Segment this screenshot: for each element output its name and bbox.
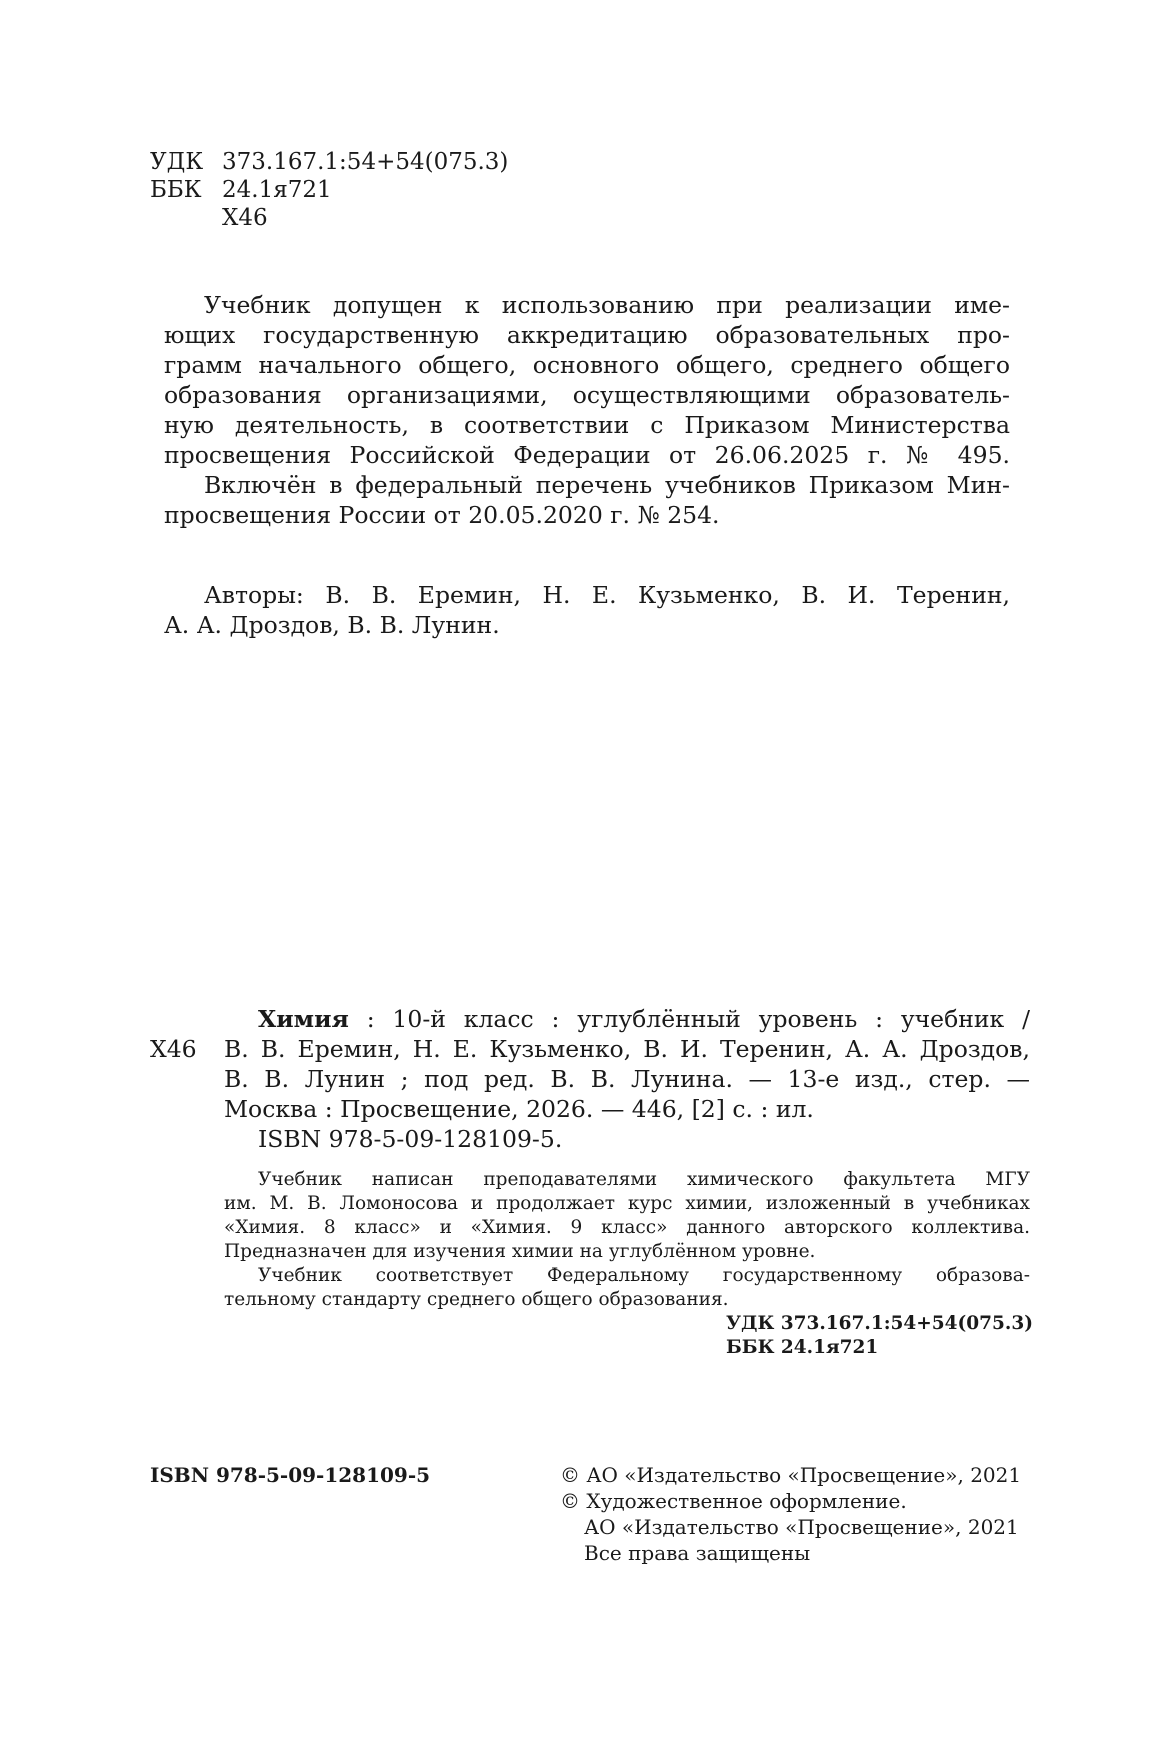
bib-isbn: ISBN 978-5-09-128109-5. bbox=[258, 1125, 563, 1153]
annotation-udk: УДК 373.167.1:54+54(075.3) bbox=[726, 1313, 1033, 1334]
bbk-label: ББК bbox=[150, 177, 202, 203]
approval-line: образования организациями, осуществляющими образователь- bbox=[164, 381, 1010, 409]
bib-cutter: Х46 bbox=[150, 1035, 197, 1063]
book-title: Химия bbox=[258, 1005, 349, 1033]
approval-line: грамм начального общего, основного общего, среднего общего bbox=[164, 351, 1010, 379]
udk-value: 373.167.1:54+54(075.3) bbox=[222, 149, 509, 175]
annotation-line: Учебник соответствует Федеральному государственному образова- bbox=[258, 1265, 1030, 1286]
footer-isbn: ISBN 978-5-09-128109-5 bbox=[150, 1463, 431, 1487]
approval-line: ную деятельность, в соответствии с Приказом Министерства bbox=[164, 411, 1010, 439]
approval-line: Учебник допущен к использованию при реализации име- bbox=[204, 291, 1010, 319]
rights-reserved: Все права защищены bbox=[584, 1541, 811, 1565]
approval-line: просвещения Российской Федерации от 26.06.2025 г. № 495. bbox=[164, 441, 1010, 469]
annotation-line: Предназначен для изучения химии на углублённом уровне. bbox=[224, 1241, 816, 1262]
approval-line: просвещения России от 20.05.2020 г. № 254. bbox=[164, 501, 720, 529]
approval-line: ющих государственную аккредитацию образовательных про- bbox=[164, 321, 1010, 349]
approval-line: Включён в федеральный перечень учебников Приказом Мин- bbox=[204, 471, 1010, 499]
bbk-value: 24.1я721 bbox=[222, 177, 332, 203]
udk-label: УДК bbox=[150, 149, 204, 175]
copyright-line: © АО «Издательство «Просвещение», 2021 bbox=[560, 1463, 1022, 1487]
annotation-line: им. М. В. Ломоносова и продолжает курс химии, изложенный в учебниках bbox=[224, 1193, 1030, 1214]
copyright-line: АО «Издательство «Просвещение», 2021 bbox=[584, 1515, 1019, 1539]
annotation-line: «Химия. 8 класс» и «Химия. 9 класс» данного авторского коллектива. bbox=[224, 1217, 1030, 1238]
annotation-bbk: ББК 24.1я721 bbox=[726, 1337, 879, 1358]
bib-title-line bbox=[258, 1004, 1030, 1034]
annotation-line: тельному стандарту среднего общего образования. bbox=[224, 1289, 729, 1310]
bib-editor-line: В. В. Лунин ; под ред. В. В. Лунина. — 13-е изд., стер. — bbox=[224, 1065, 1030, 1093]
authors-line: А. А. Дроздов, В. В. Лунин. bbox=[164, 611, 500, 639]
bib-authors-line: В. В. Еремин, Н. Е. Кузьменко, В. И. Теренин, А. А. Дроздов, bbox=[224, 1035, 1030, 1063]
copyright-line: © Художественное оформление. bbox=[560, 1489, 907, 1513]
annotation-line: Учебник написан преподавателями химического факультета МГУ bbox=[258, 1169, 1030, 1190]
authors-line: Авторы: В. В. Еремин, Н. Е. Кузьменко, В. И. Теренин, bbox=[204, 581, 1010, 609]
udk-line bbox=[150, 148, 508, 176]
bib-publisher-line: Москва : Просвещение, 2026. — 446, [2] с. : ил. bbox=[224, 1095, 814, 1123]
bbk-line bbox=[150, 176, 332, 204]
cutter-number: Х46 bbox=[222, 205, 268, 231]
bib-title-rest: : 10-й класс : углублённый уровень : учебник / bbox=[348, 1005, 1030, 1033]
